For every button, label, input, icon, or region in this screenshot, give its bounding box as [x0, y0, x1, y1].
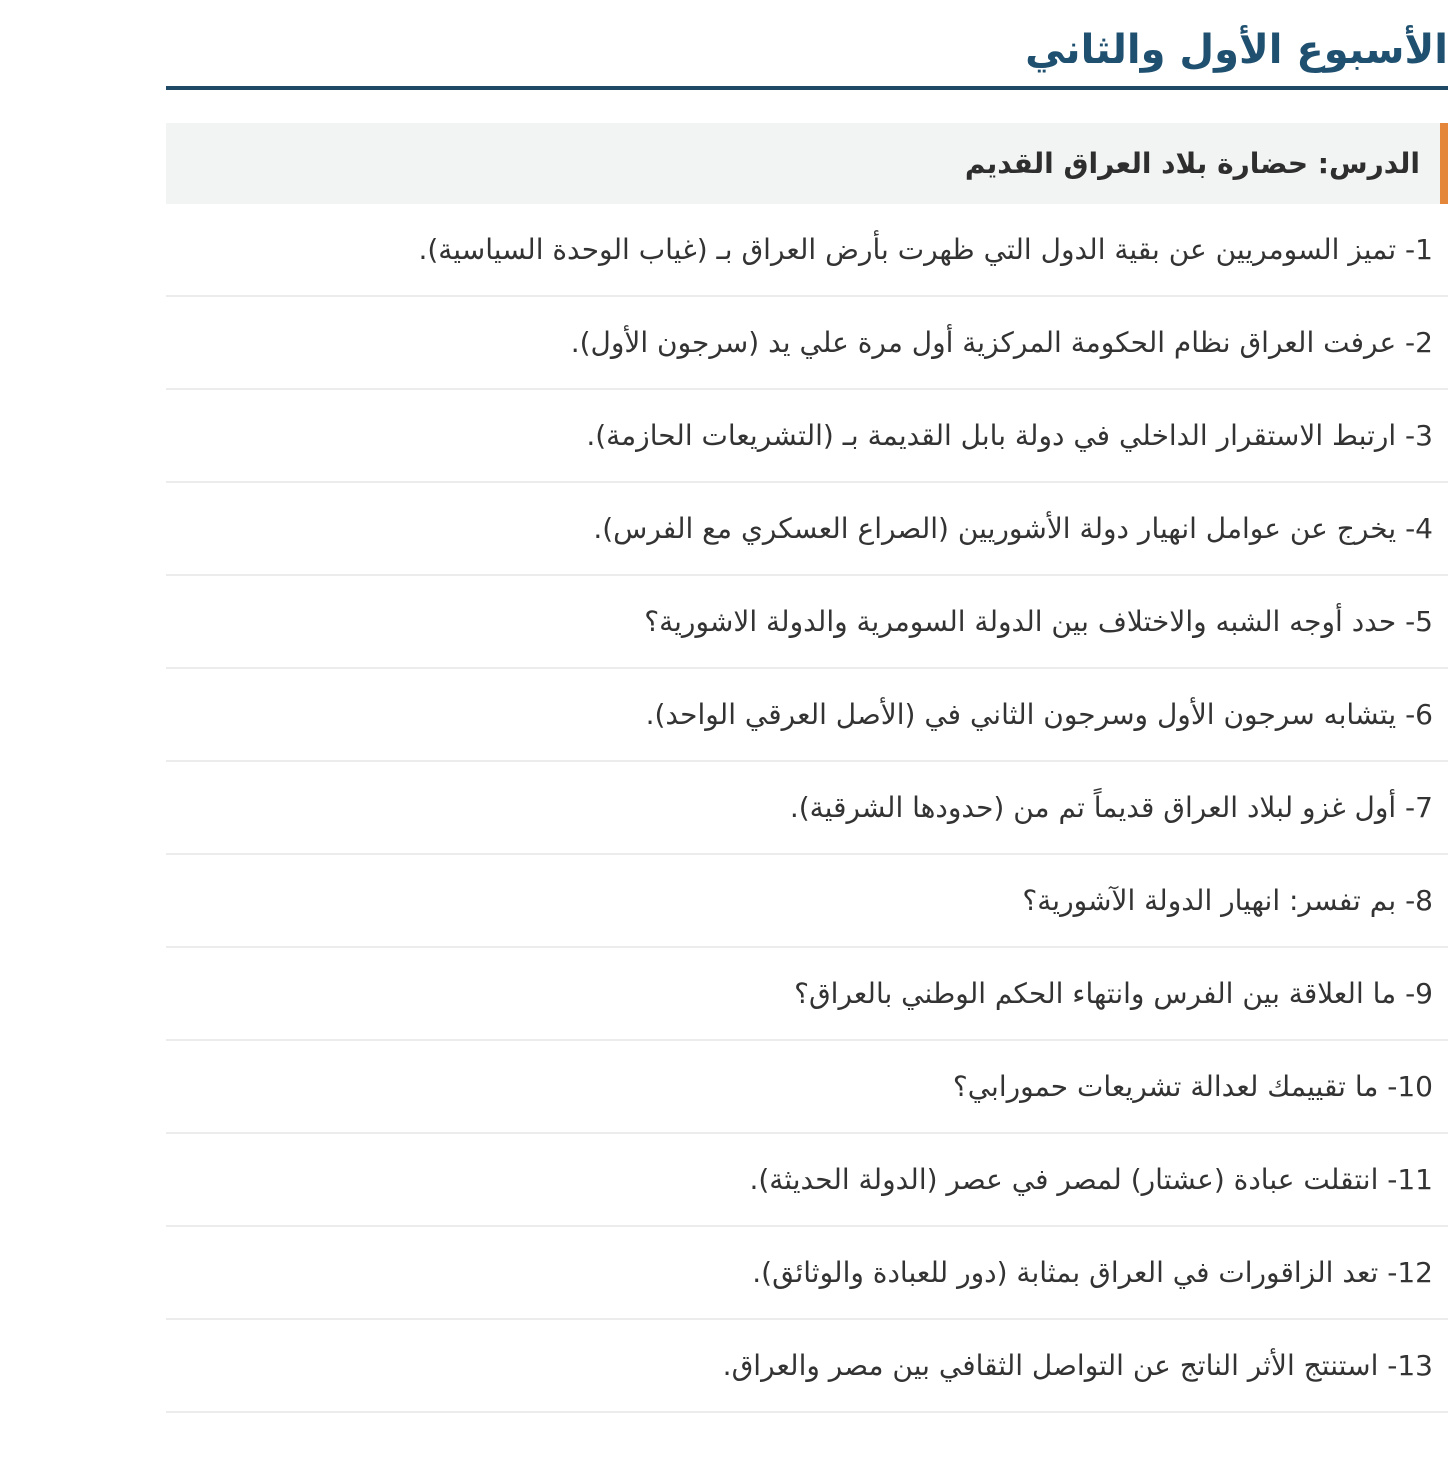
question-item [166, 855, 1448, 948]
question-text: 12- تعد الزاقورات في العراق بمثابة (دور للعبادة والوثائق). [752, 1256, 1433, 1289]
question-text: 8- بم تفسر: انهيار الدولة الآشورية؟ [1022, 884, 1433, 917]
question-item [166, 1227, 1448, 1320]
question-text: 13- استنتج الأثر الناتج عن التواصل الثقافي بين مصر والعراق. [722, 1349, 1433, 1382]
question-text: 6- يتشابه سرجون الأول وسرجون الثاني في (الأصل العرقي الواحد). [645, 698, 1433, 731]
question-text: 7- أول غزو لبلاد العراق قديماً تم من (حدودها الشرقية). [789, 791, 1433, 824]
lesson-title: الدرس: حضارة بلاد العراق القديم [964, 147, 1420, 180]
question-item [166, 1320, 1448, 1413]
question-text: 2- عرفت العراق نظام الحكومة المركزية أول مرة علي يد (سرجون الأول). [570, 326, 1433, 359]
question-item [166, 1134, 1448, 1227]
lesson-header [166, 123, 1448, 204]
question-item [166, 390, 1448, 483]
question-text: 10- ما تقييمك لعدالة تشريعات حمورابي؟ [952, 1070, 1433, 1103]
question-text: 5- حدد أوجه الشبه والاختلاف بين الدولة السومرية والدولة الاشورية؟ [644, 605, 1433, 638]
question-text: 11- انتقلت عبادة (عشتار) لمصر في عصر (الدولة الحديثة). [749, 1163, 1433, 1196]
question-item [166, 1041, 1448, 1134]
worksheet-page [166, 0, 1448, 1413]
question-item [166, 576, 1448, 669]
question-item [166, 483, 1448, 576]
question-item [166, 204, 1448, 297]
title-divider [166, 86, 1448, 90]
question-item [166, 762, 1448, 855]
question-text: 9- ما العلاقة بين الفرس وانتهاء الحكم الوطني بالعراق؟ [794, 977, 1433, 1010]
question-text: 4- يخرج عن عوامل انهيار دولة الأشوريين (الصراع العسكري مع الفرس). [593, 512, 1433, 545]
question-item [166, 669, 1448, 762]
question-item [166, 297, 1448, 390]
question-text: 1- تميز السومريين عن بقية الدول التي ظهرت بأرض العراق بـ (غياب الوحدة السياسية). [418, 233, 1433, 266]
question-text: 3- ارتبط الاستقرار الداخلي في دولة بابل القديمة بـ (التشريعات الحازمة). [586, 419, 1433, 452]
page-title: الأسبوع الأول والثاني [1025, 27, 1448, 73]
question-list [166, 204, 1448, 1413]
question-item [166, 948, 1448, 1041]
